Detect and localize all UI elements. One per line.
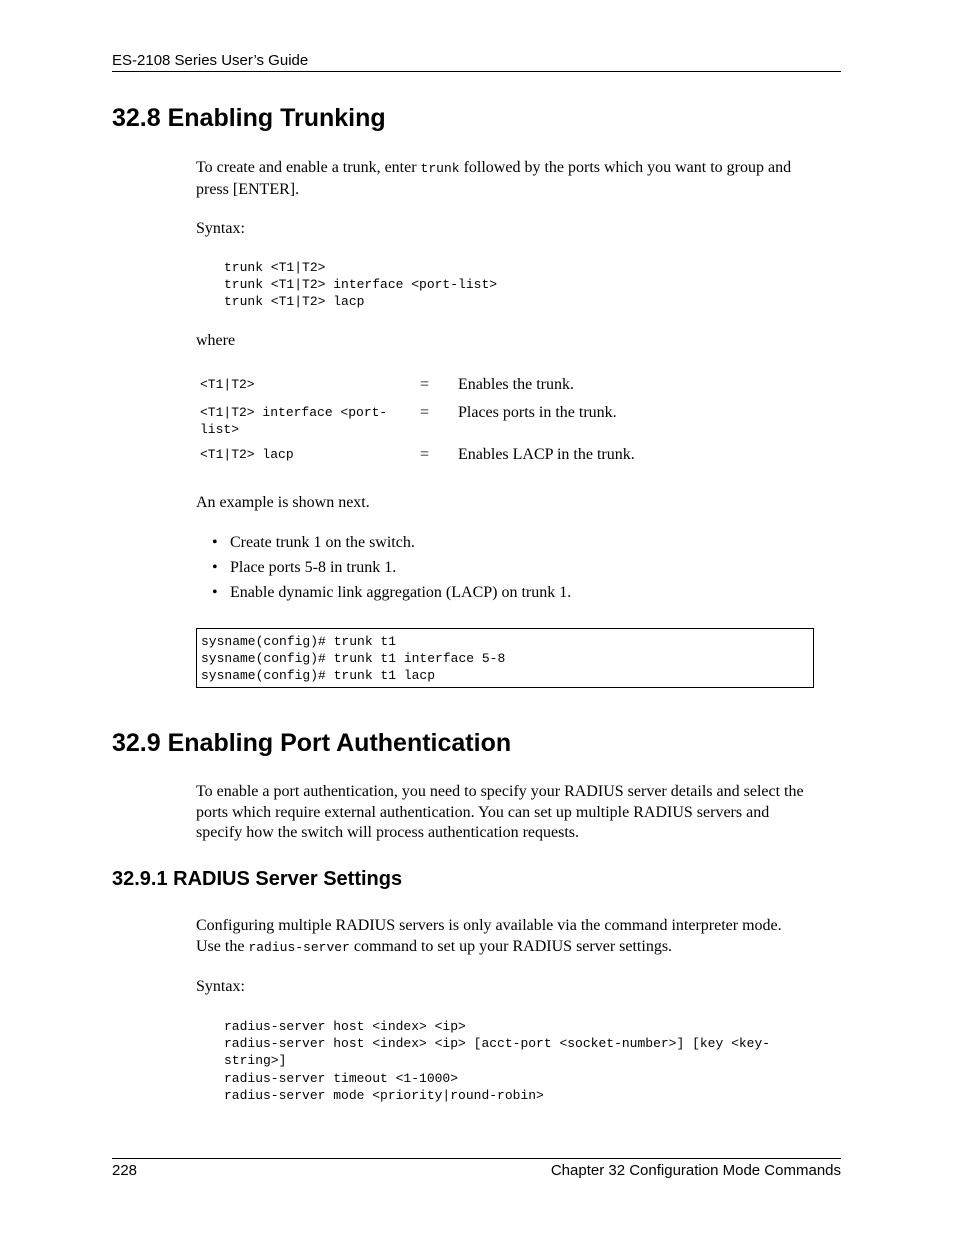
code-line: sysname(config)# trunk t1 xyxy=(201,634,397,649)
where-description: Enables LACP in the trunk. xyxy=(458,446,635,463)
paragraph-line: ports which require external authentication. You can set up multiple RADIUS servers and xyxy=(196,803,770,821)
where-term-line: <T1|T2> interface <port- xyxy=(200,405,388,420)
trunk-intro-paragraph xyxy=(196,158,846,200)
trunk-intro-text-line2: press [ENTER]. xyxy=(196,180,300,198)
code-line: trunk <T1|T2> lacp xyxy=(224,294,365,310)
code-line: sysname(config)# trunk t1 lacp xyxy=(201,668,436,684)
syntax-label: Syntax: xyxy=(196,220,245,237)
code-line: radius-server timeout <1-1000> xyxy=(224,1070,459,1086)
code-line: radius-server host <index> <ip> xyxy=(224,1019,466,1034)
where-term xyxy=(200,404,410,438)
paragraph-line: Configuring multiple RADIUS servers is only available via the command interpreter mode. xyxy=(196,917,782,934)
section-heading-32-8: 32.8 Enabling Trunking xyxy=(112,104,386,132)
trunk-syntax-block xyxy=(224,259,497,311)
where-label: where xyxy=(196,332,236,349)
where-term-line: list> xyxy=(200,422,240,437)
where-description: Enables the trunk. xyxy=(458,376,574,393)
example-code-box xyxy=(196,628,814,688)
where-equals: = xyxy=(420,446,430,463)
code-line: string>] xyxy=(224,1053,287,1069)
bullet-icon: • xyxy=(212,584,218,601)
section-heading-32-9: 32.9 Enabling Port Authentication xyxy=(112,729,512,757)
where-term xyxy=(200,446,410,463)
example-intro: An example is shown next. xyxy=(196,494,370,511)
list-item-text: Place ports 5-8 in trunk 1. xyxy=(230,559,397,576)
list-item xyxy=(212,584,571,602)
footer-rule xyxy=(112,1158,841,1159)
bullet-icon: • xyxy=(212,534,218,551)
list-item-text: Enable dynamic link aggregation (LACP) on trunk 1. xyxy=(230,584,572,601)
example-code xyxy=(201,633,505,685)
list-item xyxy=(212,534,415,552)
port-auth-intro-paragraph xyxy=(196,782,846,844)
where-term xyxy=(200,376,410,393)
code-line: trunk <T1|T2> xyxy=(224,260,326,275)
where-equals: = xyxy=(420,376,430,393)
trunk-inline-code: trunk xyxy=(420,161,460,176)
paragraph-text: Use the xyxy=(196,937,249,955)
trunk-intro-text: To create and enable a trunk, enter xyxy=(196,159,421,176)
paragraph-line xyxy=(196,937,846,959)
running-header-title: ES-2108 Series User’s Guide xyxy=(112,52,309,69)
code-line: radius-server host <index> <ip> [acct-port <socket-number>] [key <key- xyxy=(224,1036,771,1052)
radius-inline-code: radius-server xyxy=(248,939,350,955)
syntax-label: Syntax: xyxy=(196,978,245,995)
code-line: trunk <T1|T2> interface <port-list> xyxy=(224,277,498,293)
code-line: sysname(config)# trunk t1 interface 5-8 xyxy=(201,651,506,667)
where-term-line: <T1|T2> xyxy=(200,377,255,392)
paragraph-text: command to set up your RADIUS server settings. xyxy=(349,937,673,955)
radius-syntax-block xyxy=(224,1018,770,1104)
chapter-footer-title: Chapter 32 Configuration Mode Commands xyxy=(550,1162,841,1179)
paragraph-line: specify how the switch will process authentication requests. xyxy=(196,824,580,841)
bullet-icon: • xyxy=(212,559,218,576)
page-number: 228 xyxy=(112,1162,138,1179)
where-description: Places ports in the trunk. xyxy=(458,404,617,421)
list-item-text: Create trunk 1 on the switch. xyxy=(230,534,415,551)
list-item xyxy=(212,559,396,577)
where-equals: = xyxy=(420,404,430,421)
paragraph-line: To enable a port authentication, you need to specify your RADIUS server details and select the xyxy=(196,783,804,800)
subsection-heading-32-9-1: 32.9.1 RADIUS Server Settings xyxy=(112,868,403,890)
trunk-intro-text-cont: followed by the ports which you want to group and xyxy=(459,159,792,176)
code-line: radius-server mode <priority|round-robin> xyxy=(224,1087,544,1103)
header-rule xyxy=(112,71,841,72)
radius-intro-paragraph xyxy=(196,916,846,958)
where-term-line: <T1|T2> lacp xyxy=(200,447,294,462)
